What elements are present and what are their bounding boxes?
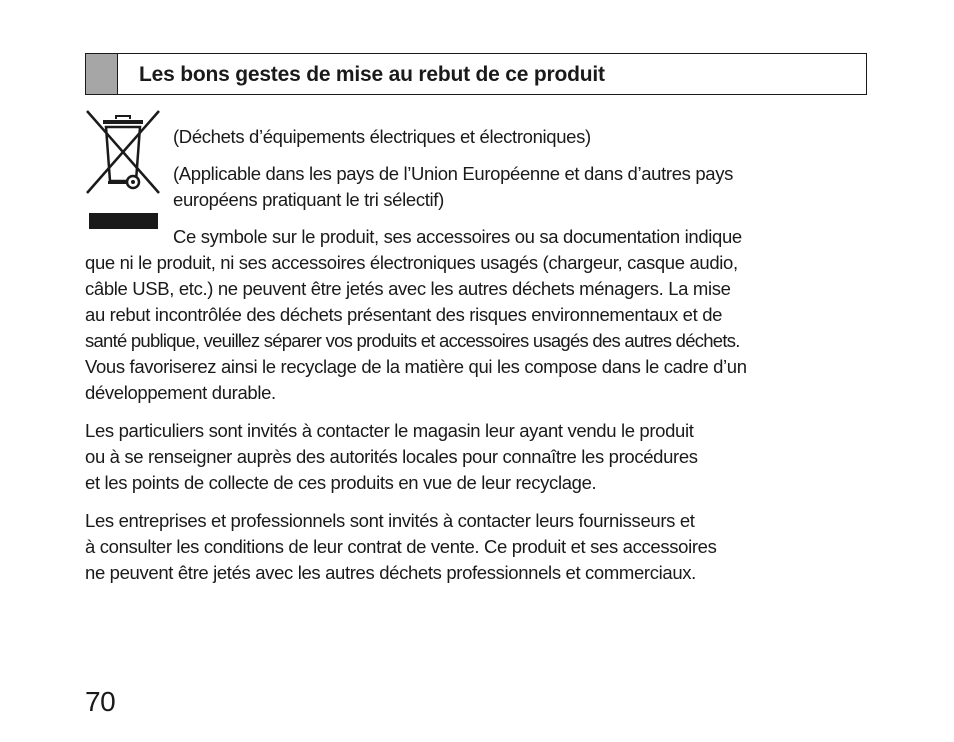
paragraph-line: que ni le produit, ni ses accessoires électroniques usagés (chargeur, casque audio, [85, 252, 738, 273]
businesses-paragraph [85, 508, 717, 586]
header-tab-marker [86, 54, 118, 94]
applicability-line: (Applicable dans les pays de l’Union Européenne et dans d’autres pays [173, 163, 734, 184]
paragraph-line: ne peuvent être jetés avec les autres déchets professionnels et commerciaux. [85, 562, 696, 583]
paragraph-line: à consulter les conditions de leur contrat de vente. Ce produit et ses accessoires [85, 536, 717, 557]
crossed-out-wheelie-bin-icon [84, 109, 162, 231]
paragraph-line: ou à se renseigner auprès des autorités locales pour connaître les procédures [85, 446, 698, 467]
paragraph-line: Vous favoriserez ainsi le recyclage de la matière qui les compose dans le cadre d’un [85, 356, 747, 377]
paragraph-line: Ce symbole sur le produit, ses accessoires ou sa documentation indique [173, 226, 742, 247]
weee-subtitle: (Déchets d’équipements électriques et électroniques) [173, 126, 591, 147]
section-title: Les bons gestes de mise au rebut de ce produit [139, 63, 605, 86]
paragraph-line: Les particuliers sont invités à contacter le magasin leur ayant vendu le produit [85, 420, 694, 441]
section-header [85, 53, 867, 95]
applicability-line: européens pratiquant le tri sélectif) [173, 189, 444, 210]
paragraph-line: Les entreprises et professionnels sont invités à contacter leurs fournisseurs et [85, 510, 695, 531]
paragraph-line: et les points de collecte de ces produits en vue de leur recyclage. [85, 472, 597, 493]
paragraph-line: câble USB, etc.) ne peuvent être jetés avec les autres déchets ménagers. La mise [85, 278, 731, 299]
applicability-note [173, 161, 733, 213]
paragraph-line: développement durable. [85, 382, 276, 403]
paragraph-line: au rebut incontrôlée des déchets présentant des risques environnementaux et de [85, 304, 723, 325]
individuals-paragraph [85, 418, 698, 496]
page-number: 70 [85, 686, 116, 717]
symbol-paragraph [85, 224, 747, 406]
paragraph-line: santé publique, veuillez séparer vos produits et accessoires usagés des autres déchets. [85, 330, 740, 351]
